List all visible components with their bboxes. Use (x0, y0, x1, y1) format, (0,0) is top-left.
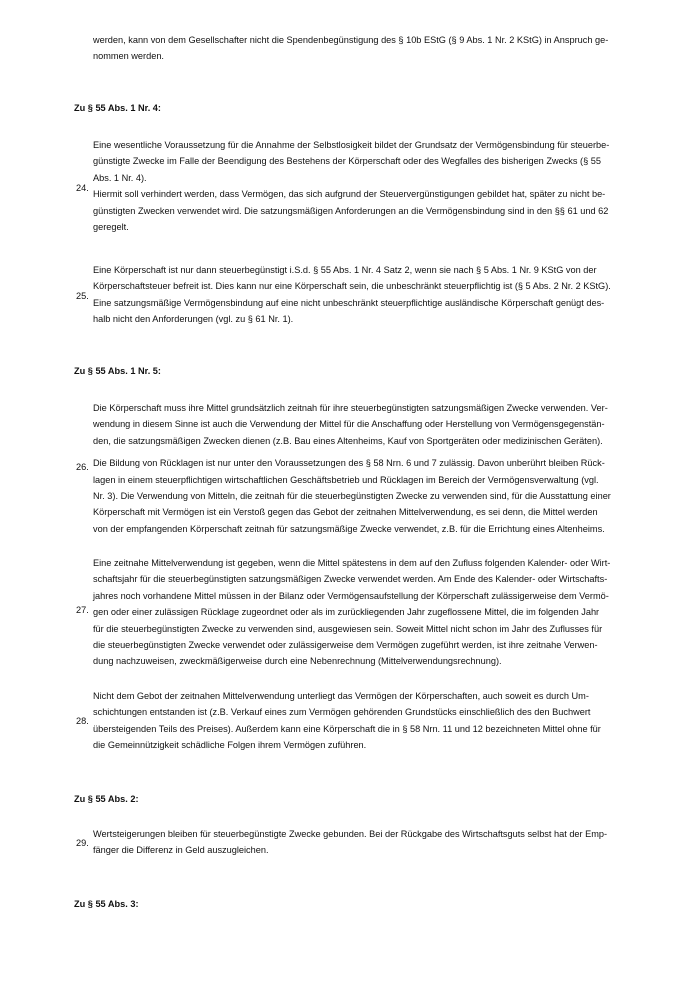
text-line: Abs. 1 Nr. 4). (93, 172, 147, 183)
text-line: lagen in einem steuerpflichtigen wirtschaftlichen Geschäftsbetrieb und Rücklagen im Bereich der Vermögensverwaltung (vgl. (93, 474, 599, 485)
text-line: schichtungen entstanden ist (z.B. Verkauf eines zum Vermögen gehörenden Grundstücks einschließlich des den Buchwert (93, 707, 591, 718)
paragraph-number: 25. (76, 291, 89, 301)
section-heading-55-1-4: Zu § 55 Abs. 1 Nr. 4: (74, 103, 161, 113)
text-line: Die Bildung von Rücklagen ist nur unter den Voraussetzungen des § 58 Nrn. 6 und 7 zulässig. Davon unberührt bleiben Rück- (93, 458, 605, 469)
text-line: Eine wesentliche Voraussetzung für die Annahme der Selbstlosigkeit bildet der Grundsatz der Vermögensbindung für steuerbe- (93, 140, 610, 150)
text-line: Wertsteigerungen bleiben für steuerbegünstigte Zwecke gebunden. Bei der Rückgabe des Wirtschaftsguts selbst hat der Emp- (93, 829, 608, 839)
text-line: Körperschaftsteuer befreit ist. Dies kann nur eine Körperschaft sein, die unbeschränkt steuerpflichtig ist (§ 5 Abs. 2 Nr. 2 KStG). (93, 281, 611, 292)
text-line: schaftsjahr für die steuerbegünstigten satzungsmäßigen Zwecke verwendet werden. Am Ende des Kalender- oder Wirtschafts- (93, 574, 608, 585)
text-line: die Gemeinnützigkeit schädliche Folgen ihrem Vermögen zuführen. (93, 740, 367, 751)
paragraph-25 (93, 262, 653, 328)
text-line: von der empfangenden Körperschaft zeitnah für satzungsmäßige Zwecke verwendet, z.B. für die Errichtung eines Altenheims. (93, 523, 605, 534)
intro-paragraph (93, 32, 653, 65)
text-line: günstigte Zwecke im Falle der Beendigung des Bestehens der Körperschaft oder des Wegfalles des bisherigen Zwecks (§ 55 (93, 156, 601, 167)
text-line: Hiermit soll verhindert werden, dass Vermögen, das sich aufgrund der Steuervergünstigungen gebildet hat, später zu nicht be- (93, 189, 606, 200)
paragraph-number: 28. (76, 716, 89, 726)
text-line: jahres noch vorhandene Mittel müssen in der Bilanz oder Vermögensaufstellung der Körperschaft zulässigerweise dem Vermö- (93, 590, 609, 601)
text-line: günstigten Zwecken verwendet wird. Die satzungsmäßigen Anforderungen an die Vermögensbindung sind in den §§ 61 und 62 (93, 205, 609, 216)
text-line: Körperschaft mit Vermögen ist ein Verstoß gegen das Gebot der zeitnahen Mittelverwendung, es sei denn, die Mittel werden (93, 507, 598, 518)
paragraph-29 (93, 826, 653, 859)
text-line: Eine satzungsmäßige Vermögensbindung auf eine nicht unbeschränkt steuerpflichtige ausländische Körperschaft genügt des- (93, 297, 605, 308)
text-line: Nr. 3). Die Verwendung von Mitteln, die zeitnah für die steuerbegünstigten Zwecke zu verwenden sind, für die Ausstattung einer (93, 491, 611, 502)
section-heading-55-1-5: Zu § 55 Abs. 1 Nr. 5: (74, 366, 161, 376)
text-line: halb nicht den Anforderungen (vgl. zu § 61 Nr. 1). (93, 314, 294, 325)
paragraph-number: 24. (76, 183, 89, 193)
text-line: gen oder einer zulässigen Rücklage zugeordnet oder als im zurückliegenden Jahr zugeflossene Mittel, die im folgenden Jahr (93, 607, 600, 618)
paragraph-27 (93, 555, 653, 670)
text-line: übersteigenden Teils des Preises). Außerdem kann eine Körperschaft die in § 58 Nrn. 11 und 12 bezeichneten Mittel ohne für (93, 723, 601, 734)
text-line: die steuerbegünstigten Zwecke verwendet oder zulässigerweise dem Vermögen zugeführt werden, ist ihre zeitnahe Verwen- (93, 640, 598, 651)
text-line: nommen werden. (93, 51, 164, 62)
text-line: wendung in diesem Sinne ist auch die Verwendung der Mittel für die Anschaffung oder Herstellung von Vermögensgegenstän- (93, 419, 605, 430)
paragraph-26 (93, 400, 653, 537)
paragraph-28 (93, 688, 653, 754)
paragraph-number: 27. (76, 605, 89, 615)
text-line: geregelt. (93, 222, 129, 233)
paragraph-number: 29. (76, 838, 89, 848)
text-line: den, die satzungsmäßigen Zwecken dienen (z.B. Bau eines Altenheims, Kauf von Sportgeräten oder medizinischen Geräten). (93, 435, 603, 446)
paragraph-number: 26. (76, 462, 89, 472)
text-line: Die Körperschaft muss ihre Mittel grundsätzlich zeitnah für ihre steuerbegünstigten satzungsmäßigen Zwecke verwenden. Ver- (93, 403, 608, 413)
paragraph-24 (93, 137, 653, 235)
text-line: Nicht dem Gebot der zeitnahen Mittelverwendung unterliegt das Vermögen der Körperschaften, auch soweit es durch Um- (93, 691, 589, 701)
text-line: fänger die Differenz in Geld auszugleichen. (93, 845, 269, 856)
text-line: Eine Körperschaft ist nur dann steuerbegünstigt i.S.d. § 55 Abs. 1 Nr. 4 Satz 2, wenn sie nach § 5 Abs. 1 Nr. 9 KStG von der (93, 265, 597, 275)
section-heading-55-2: Zu § 55 Abs. 2: (74, 794, 139, 804)
text-line: werden, kann von dem Gesellschafter nicht die Spendenbegünstigung des § 10b EStG (§ 9 Abs. 1 Nr. 2 KStG) in Anspruch ge- (93, 35, 609, 45)
text-line: dung nachzuweisen, zweckmäßigerweise durch eine Nebenrechnung (Mittelverwendungsrechnung). (93, 656, 502, 667)
text-line: für die steuerbegünstigten Zwecke zu verwenden sind, ausgewiesen sein. Soweit Mittel nicht schon im Jahr des Zuflusses für (93, 623, 603, 634)
section-heading-55-3: Zu § 55 Abs. 3: (74, 899, 139, 909)
text-line: Eine zeitnahe Mittelverwendung ist gegeben, wenn die Mittel spätestens in dem auf den Zufluss folgenden Kalender- oder Wirt- (93, 558, 611, 568)
